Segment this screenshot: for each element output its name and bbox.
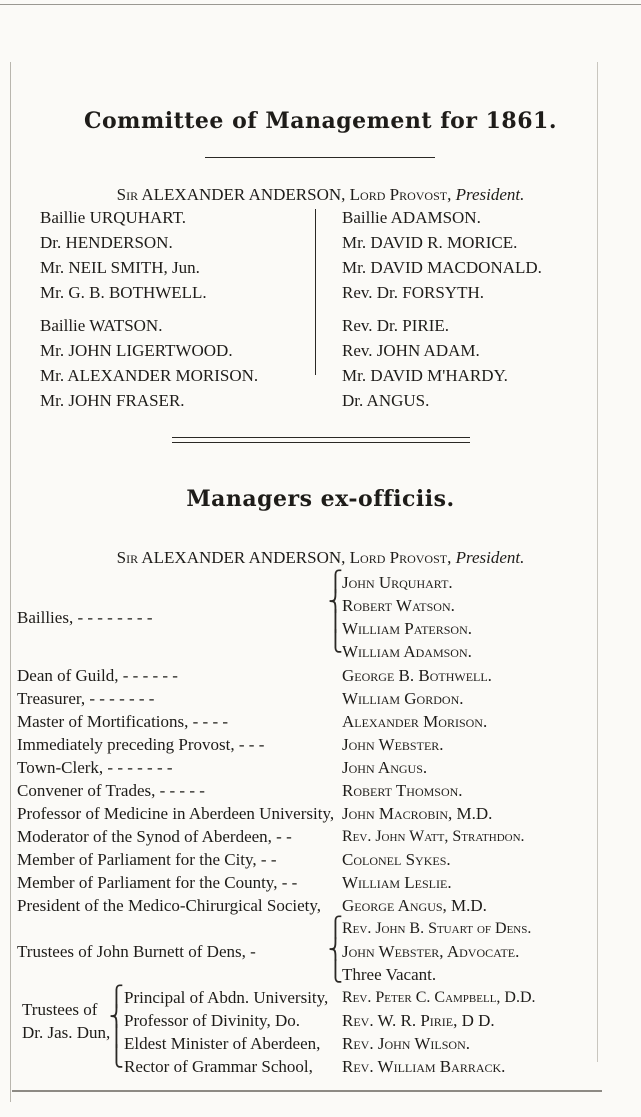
burnett-trustees-label: Trustees of John Burnett of Dens, - xyxy=(17,942,256,961)
committee-member: Baillie ADAMSON. xyxy=(342,208,481,227)
left-brace-top: ⎧ xyxy=(328,917,343,939)
office-label: President of the Medico-Chirurgical Society, xyxy=(17,896,322,915)
dun-office: Principal of Abdn. University, xyxy=(124,988,329,1007)
dun-trustee-holder: Rev. Peter C. Campbell, D.D. xyxy=(342,989,536,1006)
left-brace-lower: ⎪ xyxy=(328,611,343,633)
office-label: Treasurer, - - - - - - - xyxy=(17,689,155,708)
committee-president-line xyxy=(0,185,641,205)
committee-member: Baillie URQUHART. xyxy=(40,208,186,227)
committee-member: Mr. JOHN FRASER. xyxy=(40,391,185,410)
dun-trustee-holder: Rev. William Barrack. xyxy=(342,1057,506,1076)
office-holder: Robert Thomson. xyxy=(342,781,463,800)
office-holder: William Gordon. xyxy=(342,689,464,708)
committee-member: Dr. HENDERSON. xyxy=(40,233,173,252)
committee-member: Baillie WATSON. xyxy=(40,316,163,335)
committee-member: Mr. ALEXANDER MORISON. xyxy=(40,366,259,385)
right-brace-top: ⎧ xyxy=(109,986,124,1008)
office-holder: John Macrobin, M.D. xyxy=(342,804,493,823)
office-label: Member of Parliament for the City, - - xyxy=(17,850,277,869)
office-label: Convener of Trades, - - - - - xyxy=(17,781,205,800)
left-brace-upper: ⎨ xyxy=(328,591,343,613)
right-brace-bottom: ⎩ xyxy=(109,1046,124,1068)
office-label: Moderator of the Synod of Aberdeen, - - xyxy=(17,827,292,846)
dun-trustees-label: Trustees of xyxy=(22,1000,98,1019)
office-label: Dean of Guild, - - - - - - xyxy=(17,666,178,685)
left-brace-top: ⎧ xyxy=(328,571,343,593)
dun-trustees-label: Dr. Jas. Dun, xyxy=(22,1023,111,1042)
left-brace-middle: ⎨ xyxy=(328,939,343,961)
office-holder: Colonel Sykes. xyxy=(342,850,451,869)
office-label: Member of Parliament for the County, - - xyxy=(17,873,298,892)
trustee-name: John Webster, Advocate. xyxy=(342,942,520,961)
dun-office: Professor of Divinity, Do. xyxy=(124,1011,300,1030)
committee-member: Mr. DAVID R. MORICE. xyxy=(342,233,518,252)
dun-office: Rector of Grammar School, xyxy=(124,1057,313,1076)
right-brace-upper: ⎨ xyxy=(109,1006,124,1028)
president-role: President. xyxy=(455,185,525,204)
ex-officiis-president-line xyxy=(0,548,641,568)
committee-member: Rev. Dr. PIRIE. xyxy=(342,316,450,335)
office-holder: Alexander Morison. xyxy=(342,712,488,731)
dun-trustee-holder: Rev. John Wilson. xyxy=(342,1034,471,1053)
ex-officiis-heading: Managers ex-officiis. xyxy=(186,486,455,512)
president-name: Sir ALEXANDER ANDERSON, Lord Provost, xyxy=(116,185,456,204)
page-top-edge xyxy=(0,4,641,5)
office-holder: John Webster. xyxy=(342,735,444,754)
left-brace-bottom: ⎩ xyxy=(328,961,343,983)
committee-member: Dr. ANGUS. xyxy=(342,391,430,410)
president-role: President. xyxy=(455,548,525,567)
baillies-label: Baillies, - - - - - - - - xyxy=(17,608,153,627)
office-holder: William Leslie. xyxy=(342,873,452,892)
left-brace-bottom: ⎩ xyxy=(328,631,343,653)
office-label: Professor of Medicine in Aberdeen University, xyxy=(17,804,335,823)
trustee-name: Rev. John B. Stuart of Dens. xyxy=(342,920,532,937)
office-holder: George B. Bothwell. xyxy=(342,666,492,685)
baillie-name: William Paterson. xyxy=(342,619,472,638)
committee-heading: Committee of Management for 1861. xyxy=(84,108,557,134)
committee-member: Mr. JOHN LIGERTWOOD. xyxy=(40,341,233,360)
office-label: Immediately preceding Provost, - - - xyxy=(17,735,265,754)
baillie-name: William Adamson. xyxy=(342,642,472,661)
committee-member: Mr. DAVID M'HARDY. xyxy=(342,366,508,385)
trustee-name: Three Vacant. xyxy=(342,965,437,984)
page-left-edge xyxy=(10,62,11,1102)
committee-member: Mr. G. B. BOTHWELL. xyxy=(40,283,207,302)
baillie-name: John Urquhart. xyxy=(342,573,453,592)
office-label: Master of Mortifications, - - - - xyxy=(17,712,229,731)
office-holder: George Angus, M.D. xyxy=(342,896,487,915)
office-holder: Rev. John Watt, Strathdon. xyxy=(342,828,525,845)
dun-trustee-holder: Rev. W. R. Pirie, D D. xyxy=(342,1011,495,1030)
committee-member: Rev. JOHN ADAM. xyxy=(342,341,480,360)
committee-member: Mr. NEIL SMITH, Jun. xyxy=(40,258,200,277)
office-label: Town-Clerk, - - - - - - - xyxy=(17,758,173,777)
baillie-name: Robert Watson. xyxy=(342,596,455,615)
column-divider xyxy=(315,209,316,375)
heading-rule xyxy=(205,157,435,158)
right-brace-lower: ⎪ xyxy=(109,1026,124,1048)
section-double-rule xyxy=(172,437,470,443)
committee-member: Rev. Dr. FORSYTH. xyxy=(342,283,484,302)
office-holder: John Angus. xyxy=(342,758,428,777)
dun-office: Eldest Minister of Aberdeen, xyxy=(124,1034,321,1053)
president-name: Sir ALEXANDER ANDERSON, Lord Provost, xyxy=(116,548,456,567)
committee-member: Mr. DAVID MACDONALD. xyxy=(342,258,542,277)
page-bottom-edge xyxy=(12,1090,602,1092)
